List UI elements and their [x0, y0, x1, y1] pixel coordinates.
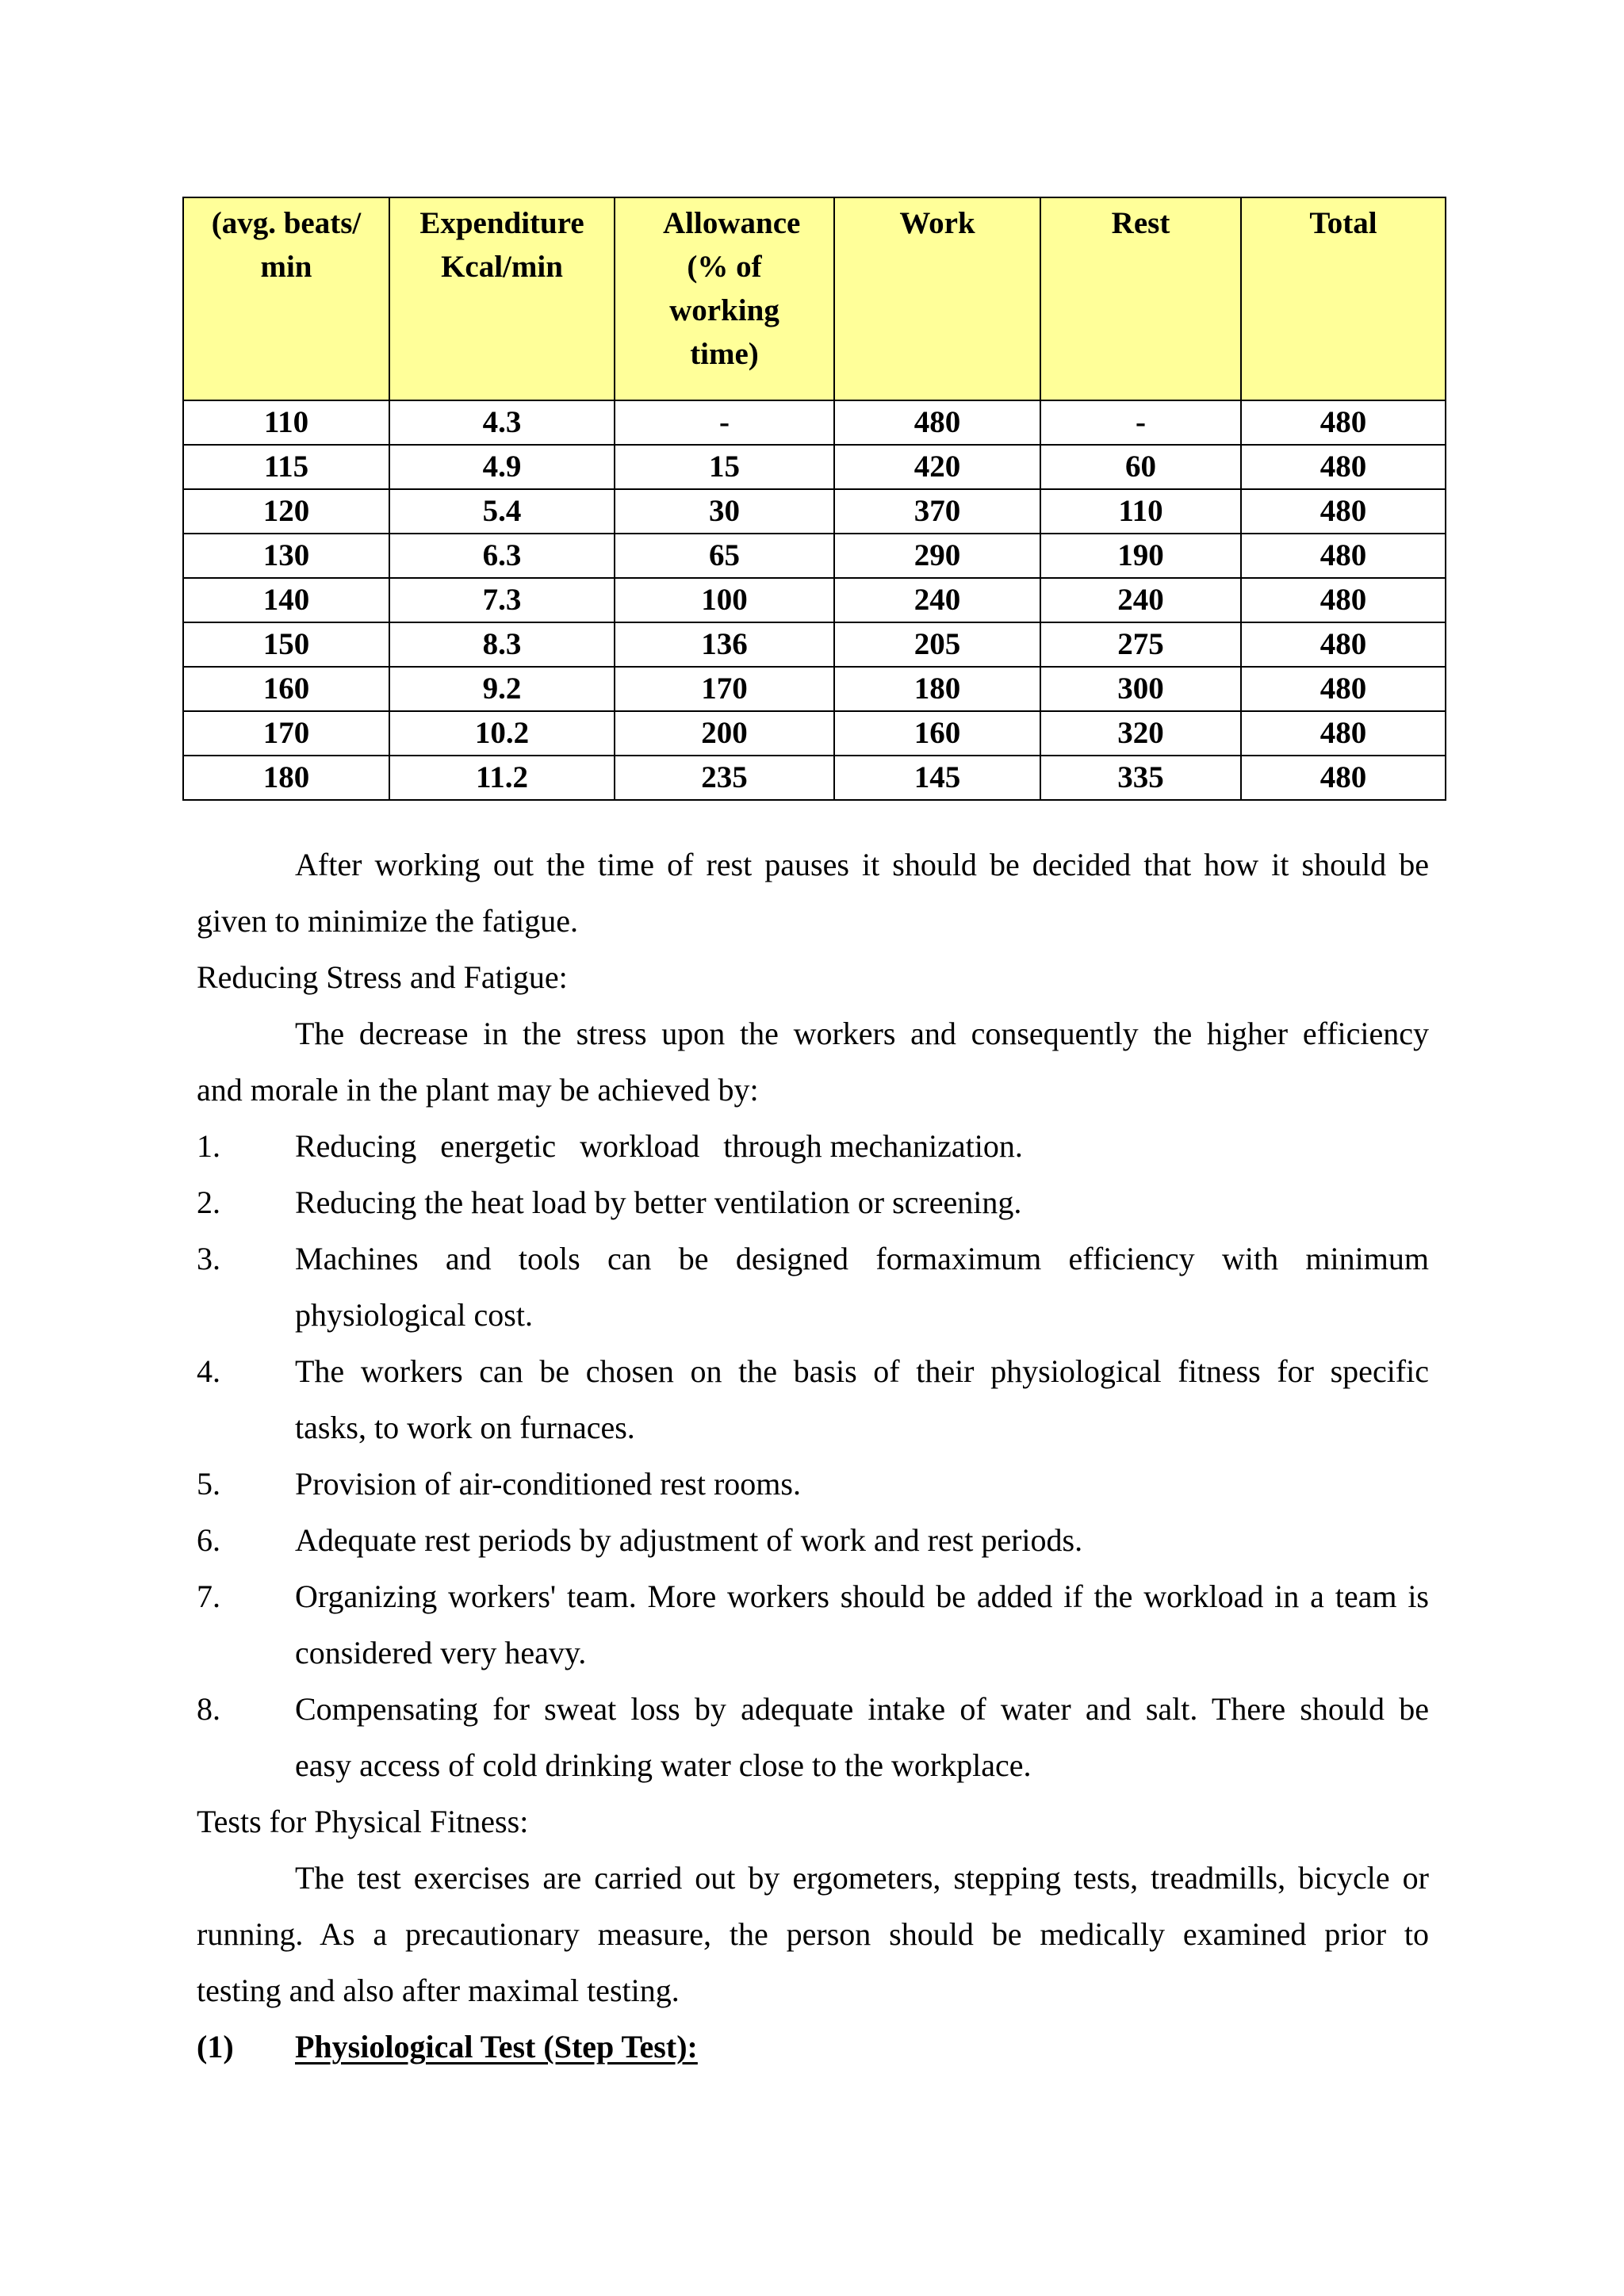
table-cell: 320	[1040, 711, 1241, 756]
table-cell: -	[1040, 400, 1241, 445]
list-item-text: Compensating for sweat loss by adequate intake of water and salt. There should be	[295, 1691, 1429, 1727]
table-cell: 65	[615, 534, 834, 578]
list-item-number: 4.	[197, 1353, 220, 1389]
paragraph-line: testing and also after maximal testing.	[197, 1973, 680, 2008]
table-cell: 160	[183, 667, 389, 711]
table-cell: 200	[615, 711, 834, 756]
header-allowance: Allowance (% of working time)	[615, 197, 834, 400]
table-cell: 136	[615, 622, 834, 667]
header-energy-expenditure: Expenditure Kcal/min	[389, 197, 615, 400]
table-cell: 10.2	[389, 711, 615, 756]
table-cell: 240	[1040, 578, 1241, 622]
table-cell: 30	[615, 489, 834, 534]
list-item-number: 3.	[197, 1241, 220, 1276]
table-cell: 180	[834, 667, 1040, 711]
table-cell: 480	[1241, 534, 1446, 578]
table-cell: 335	[1040, 756, 1241, 800]
table-row	[183, 578, 1446, 622]
section-title: Tests for Physical Fitness:	[197, 1804, 529, 1839]
table-cell: 9.2	[389, 667, 615, 711]
table-cell: 370	[834, 489, 1040, 534]
list-item-number: 2.	[197, 1184, 220, 1220]
table-cell: 130	[183, 534, 389, 578]
heading-title: Physiological Test (Step Test):	[295, 2029, 698, 2064]
header-heart-rate: (avg. beats/ min	[183, 197, 389, 400]
table-cell: 160	[834, 711, 1040, 756]
table-cell: 4.3	[389, 400, 615, 445]
table-cell: 190	[1040, 534, 1241, 578]
table-row	[183, 534, 1446, 578]
list-item-text: Organizing workers' team. More workers should be added if the workload in a team is	[295, 1578, 1429, 1614]
table-cell: 480	[1241, 622, 1446, 667]
paragraph-line: and morale in the plant may be achieved by:	[197, 1072, 759, 1108]
paragraph-line: The decrease in the stress upon the workers and consequently the higher efficiency	[295, 1016, 1429, 1051]
table-cell: 480	[1241, 711, 1446, 756]
paragraph-line: running. As a precautionary measure, the person should be medically examined prior to	[197, 1916, 1429, 1952]
table-cell: 140	[183, 578, 389, 622]
list-item-text: Adequate rest periods by adjustment of work and rest periods.	[295, 1522, 1083, 1558]
list-item-text: easy access of cold drinking water close to the workplace.	[295, 1747, 1032, 1783]
list-item-text: Reducing the heat load by better ventilation or screening.	[295, 1184, 1022, 1220]
paragraph-line: given to minimize the fatigue.	[197, 903, 578, 939]
table-cell: 480	[1241, 400, 1446, 445]
table-cell: 275	[1040, 622, 1241, 667]
rest-allowance-table	[182, 197, 1446, 801]
table-cell: 8.3	[389, 622, 615, 667]
table-cell: 4.9	[389, 445, 615, 489]
table-cell: 7.3	[389, 578, 615, 622]
table-cell: 290	[834, 534, 1040, 578]
table-header-row	[183, 197, 1446, 400]
table-cell: 6.3	[389, 534, 615, 578]
table-cell: 480	[1241, 445, 1446, 489]
table-cell: 100	[615, 578, 834, 622]
table-cell: 11.2	[389, 756, 615, 800]
list-item-number: 6.	[197, 1522, 220, 1558]
table-cell: 480	[1241, 756, 1446, 800]
table-cell: 180	[183, 756, 389, 800]
table-cell: 420	[834, 445, 1040, 489]
table-row	[183, 667, 1446, 711]
table-cell: 170	[183, 711, 389, 756]
table-cell: 115	[183, 445, 389, 489]
table-cell: 480	[1241, 667, 1446, 711]
table-cell: 300	[1040, 667, 1241, 711]
table-cell: 15	[615, 445, 834, 489]
table-cell: 5.4	[389, 489, 615, 534]
table-cell: -	[615, 400, 834, 445]
table-row	[183, 400, 1446, 445]
header-work: Work	[834, 197, 1040, 400]
table-body	[183, 400, 1446, 800]
table-row	[183, 756, 1446, 800]
heading-number: (1)	[197, 2029, 234, 2064]
table-cell: 240	[834, 578, 1040, 622]
paragraph-line: The test exercises are carried out by ergometers, stepping tests, treadmills, bicycle or	[295, 1860, 1429, 1896]
table-cell: 120	[183, 489, 389, 534]
table-cell: 110	[183, 400, 389, 445]
header-rest: Rest	[1040, 197, 1241, 400]
table-cell: 150	[183, 622, 389, 667]
list-item-number: 1.	[197, 1128, 220, 1164]
table-row	[183, 489, 1446, 534]
table-row	[183, 445, 1446, 489]
list-item-number: 7.	[197, 1578, 220, 1614]
table-cell: 480	[1241, 489, 1446, 534]
list-item-text: The workers can be chosen on the basis of their physiological fitness for specific	[295, 1353, 1429, 1389]
table-cell: 60	[1040, 445, 1241, 489]
table-cell: 205	[834, 622, 1040, 667]
paragraph-line: After working out the time of rest pauses it should be decided that how it should be	[295, 847, 1429, 882]
list-item-text: Machines and tools can be designed formaximum efficiency with minimum	[295, 1241, 1429, 1276]
section-title: Reducing Stress and Fatigue:	[197, 959, 568, 995]
list-item-text: Provision of air-conditioned rest rooms.	[295, 1466, 801, 1502]
table-row	[183, 622, 1446, 667]
table-cell: 480	[834, 400, 1040, 445]
list-item-number: 5.	[197, 1466, 220, 1502]
table-cell: 480	[1241, 578, 1446, 622]
table-cell: 145	[834, 756, 1040, 800]
list-item-text: considered very heavy.	[295, 1635, 587, 1670]
list-item-text: Reducing energetic workload through mechanization.	[295, 1128, 1023, 1164]
table-cell: 170	[615, 667, 834, 711]
list-item-number: 8.	[197, 1691, 220, 1727]
list-item-text: physiological cost.	[295, 1297, 533, 1333]
table-row	[183, 711, 1446, 756]
table-cell: 235	[615, 756, 834, 800]
header-total: Total	[1241, 197, 1446, 400]
list-item-text: tasks, to work on furnaces.	[295, 1410, 635, 1445]
table-cell: 110	[1040, 489, 1241, 534]
